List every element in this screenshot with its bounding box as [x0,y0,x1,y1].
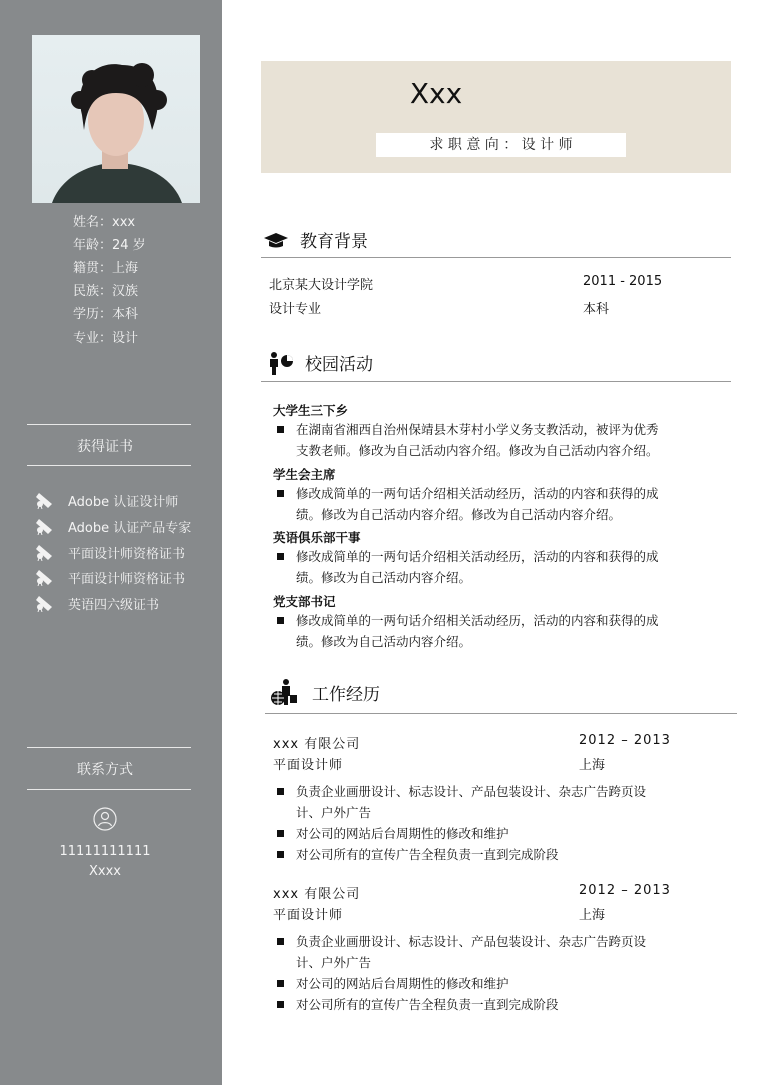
duty: 负责企业画册设计、标志设计、产品包装设计、杂志广告跨页设计、户外广告 [273,781,653,823]
divider [27,424,191,425]
cert-label: 英语四六级证书 [68,598,160,614]
work-title: 工作经历 [312,684,380,705]
cert-item [36,594,159,613]
education-header [263,227,368,252]
divider [261,257,731,258]
cert-item [36,517,191,536]
cert-label: 平面设计师资格证书 [68,546,186,562]
campus-title: 校园活动 [305,355,373,375]
activity-role: 学生会主席 [273,467,336,482]
diploma-icon [36,569,53,586]
user-icon [93,807,117,831]
divider [27,465,191,466]
businessman-icon [270,679,298,705]
info-ethnicity: 民族：汉族 [73,284,139,299]
contact-title: 联系方式 [77,762,133,778]
activity-desc: 修改成简单的一两句话介绍相关活动经历，活动的内容和获得的成绩。修改为自己活动内容介绍。 [273,546,668,588]
city: 上海 [579,758,606,773]
divider [27,747,191,748]
company: xxx 有限公司 [273,737,361,752]
major: 设计专业 [269,302,322,317]
work-years: 2012 – 2013 [579,733,671,748]
presenter-icon [268,351,294,375]
divider [27,789,191,790]
cert-label: 平面设计师资格证书 [68,572,186,588]
campus-header [268,350,373,375]
duty: 负责企业画册设计、标志设计、产品包装设计、杂志广告跨页设计、户外广告 [273,931,653,973]
diploma-icon [36,544,53,561]
info-hometown: 籍贯：上海 [73,261,139,276]
work-header [270,679,380,705]
diploma-icon [36,595,53,612]
edu-years: 2011 - 2015 [583,274,663,289]
activity-role: 英语俱乐部干事 [273,530,361,545]
job-objective: 求 职 意 向 ： 设 计 师 [376,133,626,157]
activity-role: 党支部书记 [273,594,336,609]
cert-label: Adobe 认证设计师 [68,495,179,510]
info-name: 姓名：xxx [73,215,136,230]
activity-role: 大学生三下乡 [273,403,349,418]
cert-label: Adobe 认证产品专家 [68,520,192,536]
divider [265,713,737,714]
position: 平面设计师 [273,758,344,773]
cert-item [36,491,178,510]
profile-photo [32,35,200,203]
degree: 本科 [583,302,610,317]
activity-desc: 在湖南省湘西自治州保靖县木芽村小学义务支教活动，被评为优秀支教老师。修改为自己活动内容介绍。修改为自己活动内容介绍。 [273,419,668,461]
education-title: 教育背景 [300,232,368,252]
diploma-icon [36,492,53,509]
info-education: 学历：本科 [73,307,139,322]
duty: 对公司的网站后台周期性的修改和维护 [273,823,653,844]
contact-name: Xxxx [89,864,121,879]
name-title: Xxx [409,77,463,110]
school: 北京某大设计学院 [269,278,374,293]
info-age: 年龄：24 岁 [73,238,146,253]
duty: 对公司所有的宣传广告全程负责一直到完成阶段 [273,844,653,865]
cert-item [36,543,185,562]
duty: 对公司所有的宣传广告全程负责一直到完成阶段 [273,994,653,1015]
certs-title: 获得证书 [77,439,133,455]
cert-item [36,568,185,587]
position: 平面设计师 [273,907,344,923]
diploma-icon [36,518,53,535]
activity-desc: 修改成简单的一两句话介绍相关活动经历，活动的内容和获得的成绩。修改为自己活动内容介绍。修改为自己活动内容介绍。 [273,483,668,525]
sidebar [0,0,222,1085]
header-box [261,61,731,173]
work-years: 2012 – 2013 [579,882,671,898]
info-major: 专业：设计 [73,331,139,346]
divider [261,381,731,382]
phone: 11111111111 [59,844,151,859]
city: 上海 [579,907,606,923]
activity-desc: 修改成简单的一两句话介绍相关活动经历，活动的内容和获得的成绩。修改为自己活动内容介绍。 [273,610,668,652]
duty: 对公司的网站后台周期性的修改和维护 [273,973,653,994]
graduation-cap-icon [263,231,289,249]
company: xxx 有限公司 [273,886,361,902]
